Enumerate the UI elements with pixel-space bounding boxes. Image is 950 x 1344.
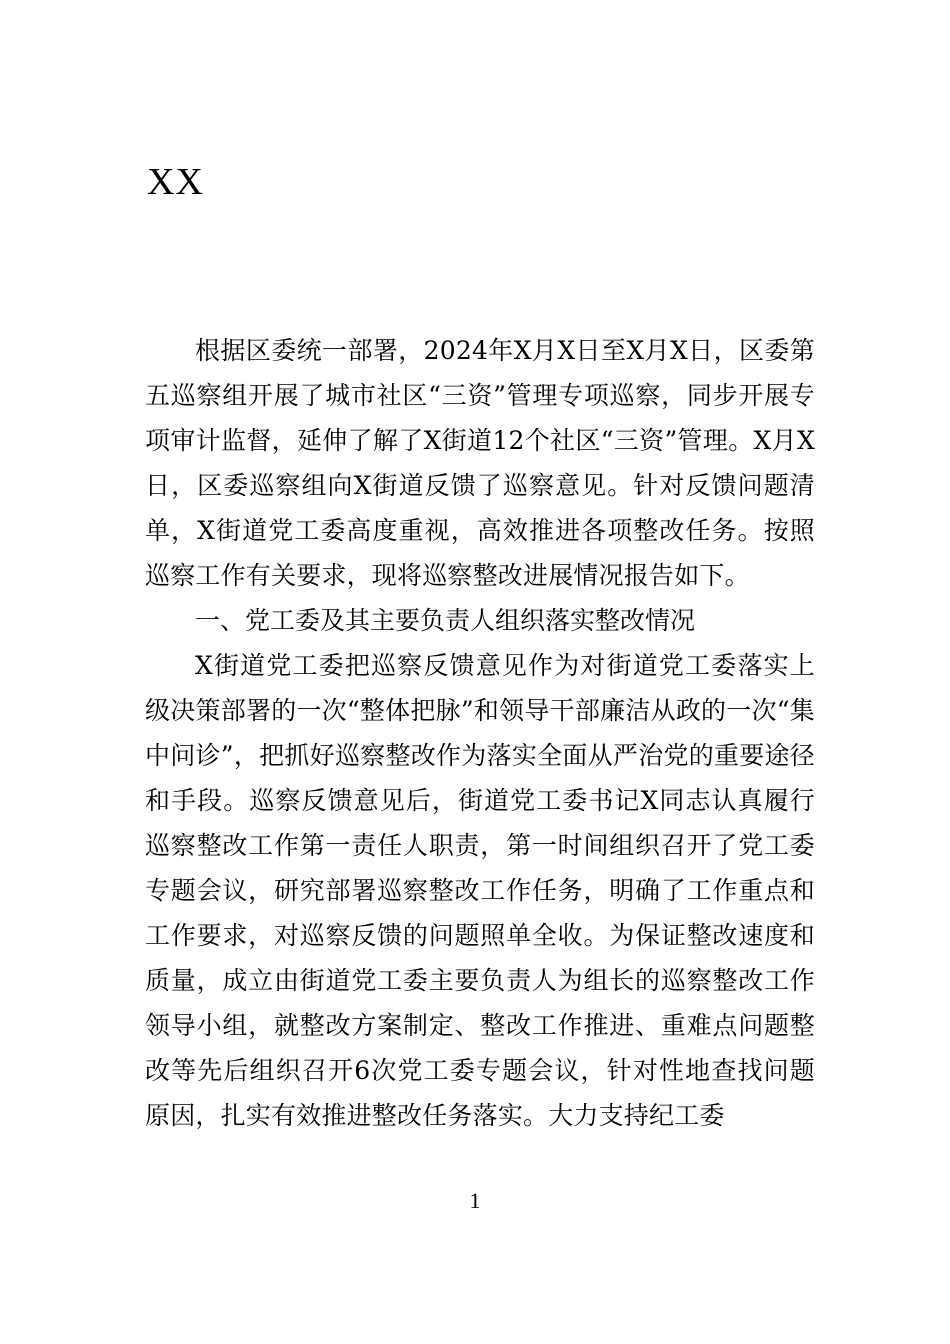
document-body (145, 328, 815, 1138)
page-number: 1 (469, 1188, 481, 1213)
section-1-paragraph: X街道党工委把巡察反馈意见作为对街道党工委落实上级决策部署的一次“整体把脉”和领导干部廉洁从政的一次“集中问诊”，把抓好巡察整改作为落实全面从严治党的重要途径和手段。巡察反馈意见后，街道党工委书记X同志认真履行巡察整改工作第一责任人职责，第一时间组织召开了党工委专题会议，研究部署巡察整改工作任务，明确了工作重点和工作要求，对巡察反馈的问题照单全收。为保证整改速度和质量，成立由街道党工委主要负责人为组长的巡察整改工作领导小组，就整改方案制定、整改工作推进、重难点问题整改等先后组织召开6次党工委专题会议，针对性地查找问题原因，扎实有效推进整改任务落实。大力支持纪工委 (145, 651, 815, 1130)
intro-paragraph: 根据区委统一部署，2024年X月X日至X月X日，区委第五巡察组开展了城市社区“三资”管理专项巡察，同步开展专项审计监督，延伸了解了X街道12个社区“三资”管理。X月X日，区委巡察组向X街道反馈了巡察意见。针对反馈问题清单，X街道党工委高度重视，高效推进各项整改任务。按照巡察工作有关要求，现将巡察整改进展情况报告如下。 (145, 336, 815, 590)
section-heading-1: 一、党工委及其主要负责人组织落实整改情况 (195, 606, 696, 635)
document-title: XX (147, 161, 204, 203)
